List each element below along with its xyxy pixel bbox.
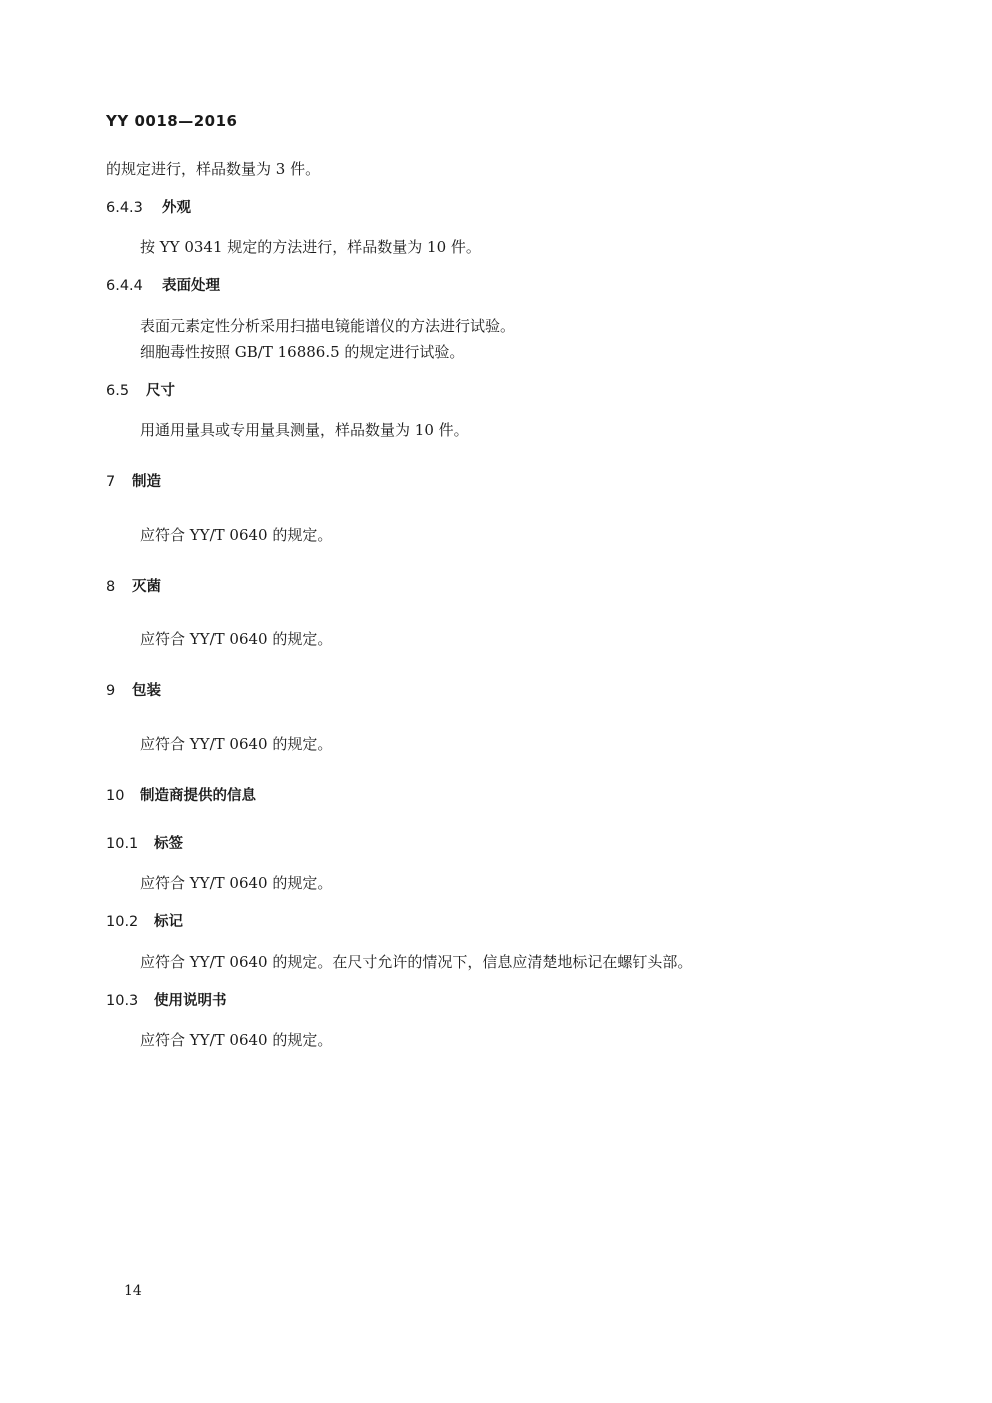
section-number: 6.4.4	[106, 278, 143, 294]
section-title: 灭菌	[132, 579, 161, 595]
section-number: 6.4.3	[106, 200, 143, 216]
section-heading-6-5	[106, 381, 175, 401]
section-title: 制造	[132, 474, 161, 490]
section-number: 10.3	[106, 993, 139, 1009]
section-title: 标记	[154, 914, 183, 930]
paragraph: 按 YY 0341 规定的方法进行，样品数量为 10 件。	[140, 238, 481, 256]
section-title: 包装	[132, 683, 161, 699]
section-number: 7	[106, 474, 116, 490]
section-heading-7	[106, 472, 161, 492]
section-heading-6-4-4	[106, 276, 220, 296]
continuation-paragraph: 的规定进行，样品数量为 3 件。	[106, 160, 321, 178]
paragraph: 表面元素定性分析采用扫描电镜能谱仪的方法进行试验。	[140, 317, 516, 335]
section-number: 10.2	[106, 914, 139, 930]
section-number: 6.5	[106, 383, 130, 399]
section-heading-8	[106, 577, 161, 597]
paragraph: 应符合 YY/T 0640 的规定。	[140, 735, 333, 753]
section-number: 9	[106, 683, 116, 699]
paragraph: 应符合 YY/T 0640 的规定。	[140, 874, 333, 892]
section-title: 表面处理	[162, 278, 220, 294]
section-number: 10	[106, 788, 125, 804]
page-number: 14	[124, 1283, 142, 1299]
paragraph: 用通用量具或专用量具测量，样品数量为 10 件。	[140, 421, 469, 439]
section-heading-9	[106, 681, 161, 701]
section-heading-10-2	[106, 912, 183, 932]
section-title: 制造商提供的信息	[140, 788, 256, 804]
section-heading-10	[106, 786, 256, 806]
paragraph: 细胞毒性按照 GB/T 16886.5 的规定进行试验。	[140, 343, 465, 361]
section-title: 外观	[162, 200, 191, 216]
paragraph: 应符合 YY/T 0640 的规定。在尺寸允许的情况下，信息应清楚地标记在螺钉头部。	[140, 953, 693, 971]
section-title: 使用说明书	[154, 993, 227, 1009]
standard-code-header: YY 0018—2016	[106, 112, 238, 130]
paragraph: 应符合 YY/T 0640 的规定。	[140, 526, 333, 544]
section-heading-10-1	[106, 834, 183, 854]
section-heading-6-4-3	[106, 198, 191, 218]
section-number: 8	[106, 579, 116, 595]
section-title: 尺寸	[146, 383, 175, 399]
paragraph: 应符合 YY/T 0640 的规定。	[140, 1031, 333, 1049]
section-title: 标签	[154, 836, 183, 852]
section-heading-10-3	[106, 991, 227, 1011]
section-number: 10.1	[106, 836, 139, 852]
paragraph: 应符合 YY/T 0640 的规定。	[140, 630, 333, 648]
